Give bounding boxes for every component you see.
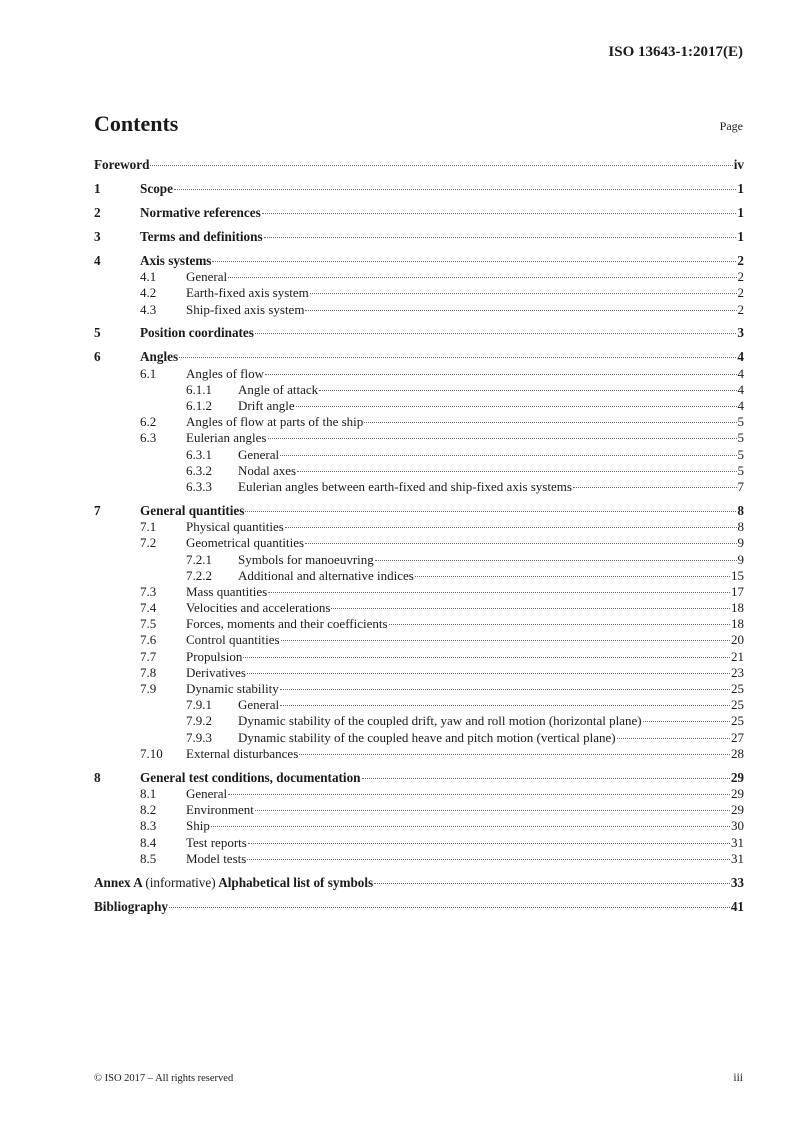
toc-entry-page: 25	[731, 713, 744, 729]
toc-entry[interactable]	[94, 552, 744, 568]
toc-entry-page: 4	[737, 365, 744, 381]
dot-leader	[375, 560, 737, 561]
toc-entry-number: 7.9.3	[186, 729, 212, 745]
title-text: General	[186, 269, 228, 285]
toc-entry-title	[186, 681, 279, 697]
toc-entry-number: 7.6	[140, 632, 157, 648]
toc-entry-number: 5	[94, 325, 101, 341]
toc-entry-title	[238, 398, 295, 414]
title-text: Nodal axes	[238, 462, 297, 478]
toc-entry-page: 31	[731, 834, 744, 850]
toc-entry-number: 8.3	[140, 818, 157, 834]
toc-entry-page: 1	[737, 228, 744, 244]
toc-entry[interactable]	[94, 302, 744, 318]
dot-leader	[415, 576, 730, 577]
toc-entry-page: 33	[730, 874, 744, 890]
toc-entry[interactable]	[94, 568, 744, 584]
toc-entry-title	[140, 503, 244, 519]
title-text: Control quantities	[186, 632, 280, 648]
dot-leader	[255, 333, 736, 334]
toc-entry-title	[186, 584, 267, 600]
toc-entry[interactable]	[94, 325, 744, 341]
toc-entry-page: 21	[731, 648, 744, 664]
title-text: Dynamic stability of the coupled heave and pitch motion (vertical plane)	[238, 729, 616, 745]
toc-entry-title	[140, 349, 178, 365]
toc-entry-page: 5	[737, 430, 744, 446]
toc-entry-page: 29	[731, 802, 744, 818]
toc-entry-page: 25	[731, 681, 744, 697]
dot-leader	[174, 189, 736, 190]
title-text: Ship	[186, 818, 210, 834]
toc-entry-title	[94, 157, 149, 173]
title-text: Angles	[140, 349, 179, 365]
toc-entry[interactable]	[94, 205, 744, 221]
toc-entry[interactable]	[94, 584, 744, 600]
toc-entry-page: 3	[737, 325, 744, 341]
toc-entry-page: 5	[737, 446, 744, 462]
toc-entry-title	[238, 730, 616, 746]
toc-entry-number: 7.10	[140, 745, 163, 761]
title-text: Eulerian angles between earth-fixed and ship-fixed axis systems	[238, 478, 572, 494]
toc-entry-number: 7.7	[140, 648, 157, 664]
dot-leader	[264, 237, 737, 238]
toc-entry[interactable]	[94, 632, 744, 648]
dot-leader	[243, 657, 730, 658]
toc-entry-page: 29	[731, 785, 744, 801]
toc-entry-title	[186, 802, 254, 818]
dot-leader	[150, 165, 732, 166]
toc-entry-title	[186, 835, 247, 851]
dot-leader	[573, 487, 737, 488]
toc-entry-page: 15	[731, 567, 744, 583]
title-text: Derivatives	[186, 664, 246, 680]
toc-entry-number: 6	[94, 349, 101, 365]
toc-entry-title	[186, 519, 284, 535]
toc-entry-number: 4.2	[140, 285, 157, 301]
toc-entry[interactable]	[94, 398, 744, 414]
dot-leader	[228, 277, 736, 278]
annex-note: (informative)	[145, 874, 216, 890]
toc-entry[interactable]	[94, 746, 744, 762]
toc-entry-number: 8.1	[140, 785, 157, 801]
title-text: Axis systems	[140, 252, 212, 268]
title-text: General quantities	[140, 502, 245, 518]
dot-leader	[212, 261, 736, 262]
toc-entry-page: 31	[731, 850, 744, 866]
dot-leader	[362, 778, 730, 779]
title-text: Bibliography	[94, 898, 169, 914]
toc-entry[interactable]	[94, 285, 744, 301]
toc-entry-page: 18	[731, 600, 744, 616]
toc-entry-page: 18	[731, 616, 744, 632]
toc-entry-title	[140, 205, 261, 221]
toc-entry-page: 8	[737, 502, 744, 518]
toc-entry[interactable]	[94, 697, 744, 713]
toc-entry[interactable]	[94, 479, 744, 495]
title-text: Foreword	[94, 157, 150, 172]
title-text: Scope	[140, 180, 173, 196]
copyright-footer: © ISO 2017 – All rights reserved	[94, 1073, 234, 1084]
dot-leader	[643, 721, 730, 722]
toc-entry[interactable]	[94, 181, 744, 197]
toc-entry[interactable]	[94, 157, 744, 173]
toc-entry-number: 7.8	[140, 664, 157, 680]
toc-entry[interactable]	[94, 430, 744, 446]
dot-leader	[305, 310, 736, 311]
toc-entry-title	[238, 697, 279, 713]
toc-entry-page: 8	[737, 519, 744, 535]
toc-entry-title	[238, 479, 572, 495]
dot-leader	[265, 374, 737, 375]
dot-leader	[169, 907, 730, 908]
toc-entry-title	[186, 535, 304, 551]
toc-entry-page: 17	[731, 583, 744, 599]
dot-leader	[268, 438, 737, 439]
toc-entry[interactable]	[94, 447, 744, 463]
toc-entry[interactable]	[94, 802, 744, 818]
dot-leader	[285, 527, 737, 528]
toc-entry[interactable]	[94, 414, 744, 430]
toc-entry-number: 4.1	[140, 269, 157, 285]
toc-entry-title	[140, 770, 361, 786]
toc-entry-title	[186, 786, 227, 802]
toc-entry[interactable]	[94, 649, 744, 665]
toc-entry-number: 8.5	[140, 850, 157, 866]
toc-entry-number: 6.1	[140, 365, 157, 381]
toc-entry[interactable]	[94, 730, 744, 746]
toc-entry-title	[186, 632, 280, 648]
toc-entry-number: 7.2	[140, 535, 157, 551]
title-text: Velocities and accelerations	[186, 600, 331, 616]
toc-entry-number: 6.3.1	[186, 446, 212, 462]
toc-entry-title	[186, 366, 264, 382]
toc-entry[interactable]	[94, 600, 744, 616]
toc-entry-number: 6.3.3	[186, 478, 212, 494]
toc-entry-page: 5	[737, 462, 744, 478]
toc-entry-page: 5	[737, 414, 744, 430]
toc-entry-page: 2	[737, 285, 744, 301]
title-text: General test conditions, documentation	[140, 769, 361, 785]
dot-leader	[299, 754, 730, 755]
toc-entry-number: 7.9.2	[186, 713, 212, 729]
toc-entry[interactable]	[94, 899, 744, 915]
toc-entry-title	[94, 875, 373, 891]
toc-entry[interactable]	[94, 366, 744, 382]
title-text: Annex A	[94, 874, 143, 890]
toc-entry-page: 29	[730, 769, 744, 785]
toc-entry-title	[186, 746, 298, 762]
dot-leader	[297, 471, 736, 472]
toc-entry[interactable]	[94, 770, 744, 786]
title-text: Eulerian angles	[186, 430, 267, 446]
toc-entry-title	[186, 600, 330, 616]
toc-entry-title	[94, 899, 168, 915]
title-text: Position coordinates	[140, 325, 254, 341]
title-text: Environment	[186, 802, 254, 818]
toc-entry-title	[238, 552, 374, 568]
toc-entry-number: 6.1.1	[186, 381, 212, 397]
title-text: Dynamic stability	[186, 681, 279, 697]
toc-entry-title	[238, 382, 318, 398]
toc-entry-page: 30	[731, 818, 744, 834]
toc-entry-title	[238, 713, 642, 729]
title-text: Symbols for manoeuvring	[238, 551, 374, 567]
toc-entry[interactable]	[94, 786, 744, 802]
toc-entry[interactable]	[94, 875, 744, 891]
toc-entry-title	[140, 325, 254, 341]
toc-entry-title	[186, 430, 267, 446]
title-text: Geometrical quantities	[186, 535, 305, 551]
toc-entry-page: 2	[737, 269, 744, 285]
title-text: Model tests	[186, 850, 247, 866]
toc-entry-number: 1	[94, 180, 101, 196]
dot-leader	[296, 406, 737, 407]
toc-entry-title	[238, 447, 279, 463]
toc-entry-page: 7	[737, 478, 744, 494]
dot-leader	[310, 293, 737, 294]
title-text: General	[238, 697, 280, 713]
toc-entry-title	[186, 616, 388, 632]
toc-entry-number: 2	[94, 204, 101, 220]
toc-entry-number: 7.4	[140, 600, 157, 616]
title-text: Angle of attack	[238, 381, 319, 397]
toc-entry-number: 7.9.1	[186, 697, 212, 713]
toc-entry-page: 1	[737, 204, 744, 220]
toc-entry-page: 2	[737, 301, 744, 317]
toc-entry[interactable]	[94, 851, 744, 867]
title-text: Additional and alternative indices	[238, 567, 414, 583]
toc-entry[interactable]	[94, 681, 744, 697]
dot-leader	[247, 859, 730, 860]
toc-entry-number: 7.3	[140, 583, 157, 599]
toc-entry[interactable]	[94, 616, 744, 632]
title-text: Test reports	[186, 834, 247, 850]
toc-entry-title	[238, 463, 296, 479]
toc-entry-page: 9	[737, 535, 744, 551]
toc-entry-title	[186, 665, 246, 681]
toc-entry-page: 25	[731, 697, 744, 713]
toc-entry-number: 7.1	[140, 519, 157, 535]
toc-entry[interactable]	[94, 229, 744, 245]
title-text: Angles of flow	[186, 365, 264, 381]
toc-entry-number: 7	[94, 502, 101, 518]
title-text: Earth-fixed axis system	[186, 285, 309, 301]
toc-entry-title	[186, 285, 309, 301]
toc-entry-page: 4	[737, 349, 744, 365]
page-title: Contents	[94, 111, 179, 136]
toc-entry[interactable]	[94, 503, 744, 519]
toc-entry-number: 7.2.1	[186, 551, 212, 567]
toc-entry-title	[186, 302, 304, 318]
toc-entry-number: 7.5	[140, 616, 157, 632]
toc-entry-title	[186, 818, 210, 834]
title-text: Mass quantities	[186, 583, 268, 599]
toc-entry[interactable]	[94, 713, 744, 729]
toc-entry-page: 28	[731, 745, 744, 761]
title-text: General	[186, 785, 228, 801]
dot-leader	[255, 810, 730, 811]
annex-title: Alphabetical list of symbols	[218, 874, 374, 890]
toc-entry[interactable]	[94, 253, 744, 269]
title-text: Propulsion	[186, 648, 243, 664]
table-of-contents	[94, 157, 744, 915]
dot-leader	[331, 608, 730, 609]
dot-leader	[305, 543, 736, 544]
toc-entry-page: 23	[731, 664, 744, 680]
dot-leader	[374, 883, 730, 884]
toc-entry[interactable]	[94, 519, 744, 535]
dot-leader	[364, 422, 736, 423]
toc-entry-number: 3	[94, 228, 101, 244]
toc-entry[interactable]	[94, 665, 744, 681]
title-text: Ship-fixed axis system	[186, 301, 305, 317]
dot-leader	[268, 592, 730, 593]
title-text: Dynamic stability of the coupled drift, yaw and roll motion (horizontal plane)	[238, 713, 642, 729]
toc-entry-number: 7.2.2	[186, 567, 212, 583]
toc-entry-number: 8	[94, 769, 101, 785]
toc-entry-title	[186, 851, 246, 867]
title-text: Angles of flow at parts of the ship	[186, 414, 364, 430]
title-text: Terms and definitions	[140, 228, 263, 244]
toc-entry-page: 2	[737, 252, 744, 268]
toc-entry-page: 20	[731, 632, 744, 648]
toc-entry[interactable]	[94, 349, 744, 365]
dot-leader	[319, 390, 736, 391]
toc-entry-title	[140, 253, 211, 269]
toc-entry-number: 4.3	[140, 301, 157, 317]
toc-entry-number: 7.9	[140, 681, 157, 697]
toc-entry-number: 8.2	[140, 802, 157, 818]
dot-leader	[389, 624, 730, 625]
dot-leader	[617, 738, 730, 739]
toc-entry-page: 4	[737, 381, 744, 397]
dot-leader	[179, 357, 736, 358]
toc-entry[interactable]	[94, 463, 744, 479]
toc-entry[interactable]	[94, 818, 744, 834]
title-text: External disturbances	[186, 745, 299, 761]
toc-entry-page: 41	[730, 898, 744, 914]
toc-entry-title	[186, 269, 227, 285]
dot-leader	[280, 705, 730, 706]
title-text: Forces, moments and their coefficients	[186, 616, 388, 632]
title-text: Normative references	[140, 204, 261, 220]
page-number: iii	[733, 1072, 743, 1084]
toc-entry-number: 6.3	[140, 430, 157, 446]
dot-leader	[211, 826, 730, 827]
toc-entry-title	[140, 181, 173, 197]
dot-leader	[248, 843, 730, 844]
toc-entry-page: iv	[733, 157, 744, 172]
toc-entry-title	[238, 568, 414, 584]
title-text: Drift angle	[238, 398, 295, 414]
dot-leader	[247, 673, 730, 674]
toc-entry-title	[186, 649, 242, 665]
title-text: General	[238, 446, 280, 462]
toc-entry-number: 4	[94, 252, 101, 268]
toc-entry-title	[140, 229, 263, 245]
toc-entry-page: 27	[731, 729, 744, 745]
toc-entry-page: 4	[737, 398, 744, 414]
dot-leader	[280, 455, 736, 456]
dot-leader	[228, 794, 730, 795]
page-column-label: Page	[719, 119, 743, 133]
dot-leader	[262, 213, 737, 214]
toc-entry[interactable]	[94, 835, 744, 851]
toc-entry-page: 9	[737, 551, 744, 567]
dot-leader	[245, 511, 736, 512]
toc-entry-number: 6.1.2	[186, 398, 212, 414]
dot-leader	[281, 640, 730, 641]
toc-entry-title	[186, 414, 363, 430]
toc-entry-page: 1	[737, 180, 744, 196]
toc-entry[interactable]	[94, 269, 744, 285]
toc-entry-number: 8.4	[140, 834, 157, 850]
toc-entry[interactable]	[94, 535, 744, 551]
toc-entry[interactable]	[94, 382, 744, 398]
document-id: ISO 13643-1:2017(E)	[608, 44, 743, 60]
title-text: Physical quantities	[186, 519, 284, 535]
toc-entry-number: 6.2	[140, 414, 157, 430]
dot-leader	[280, 689, 730, 690]
toc-entry-number: 6.3.2	[186, 462, 212, 478]
